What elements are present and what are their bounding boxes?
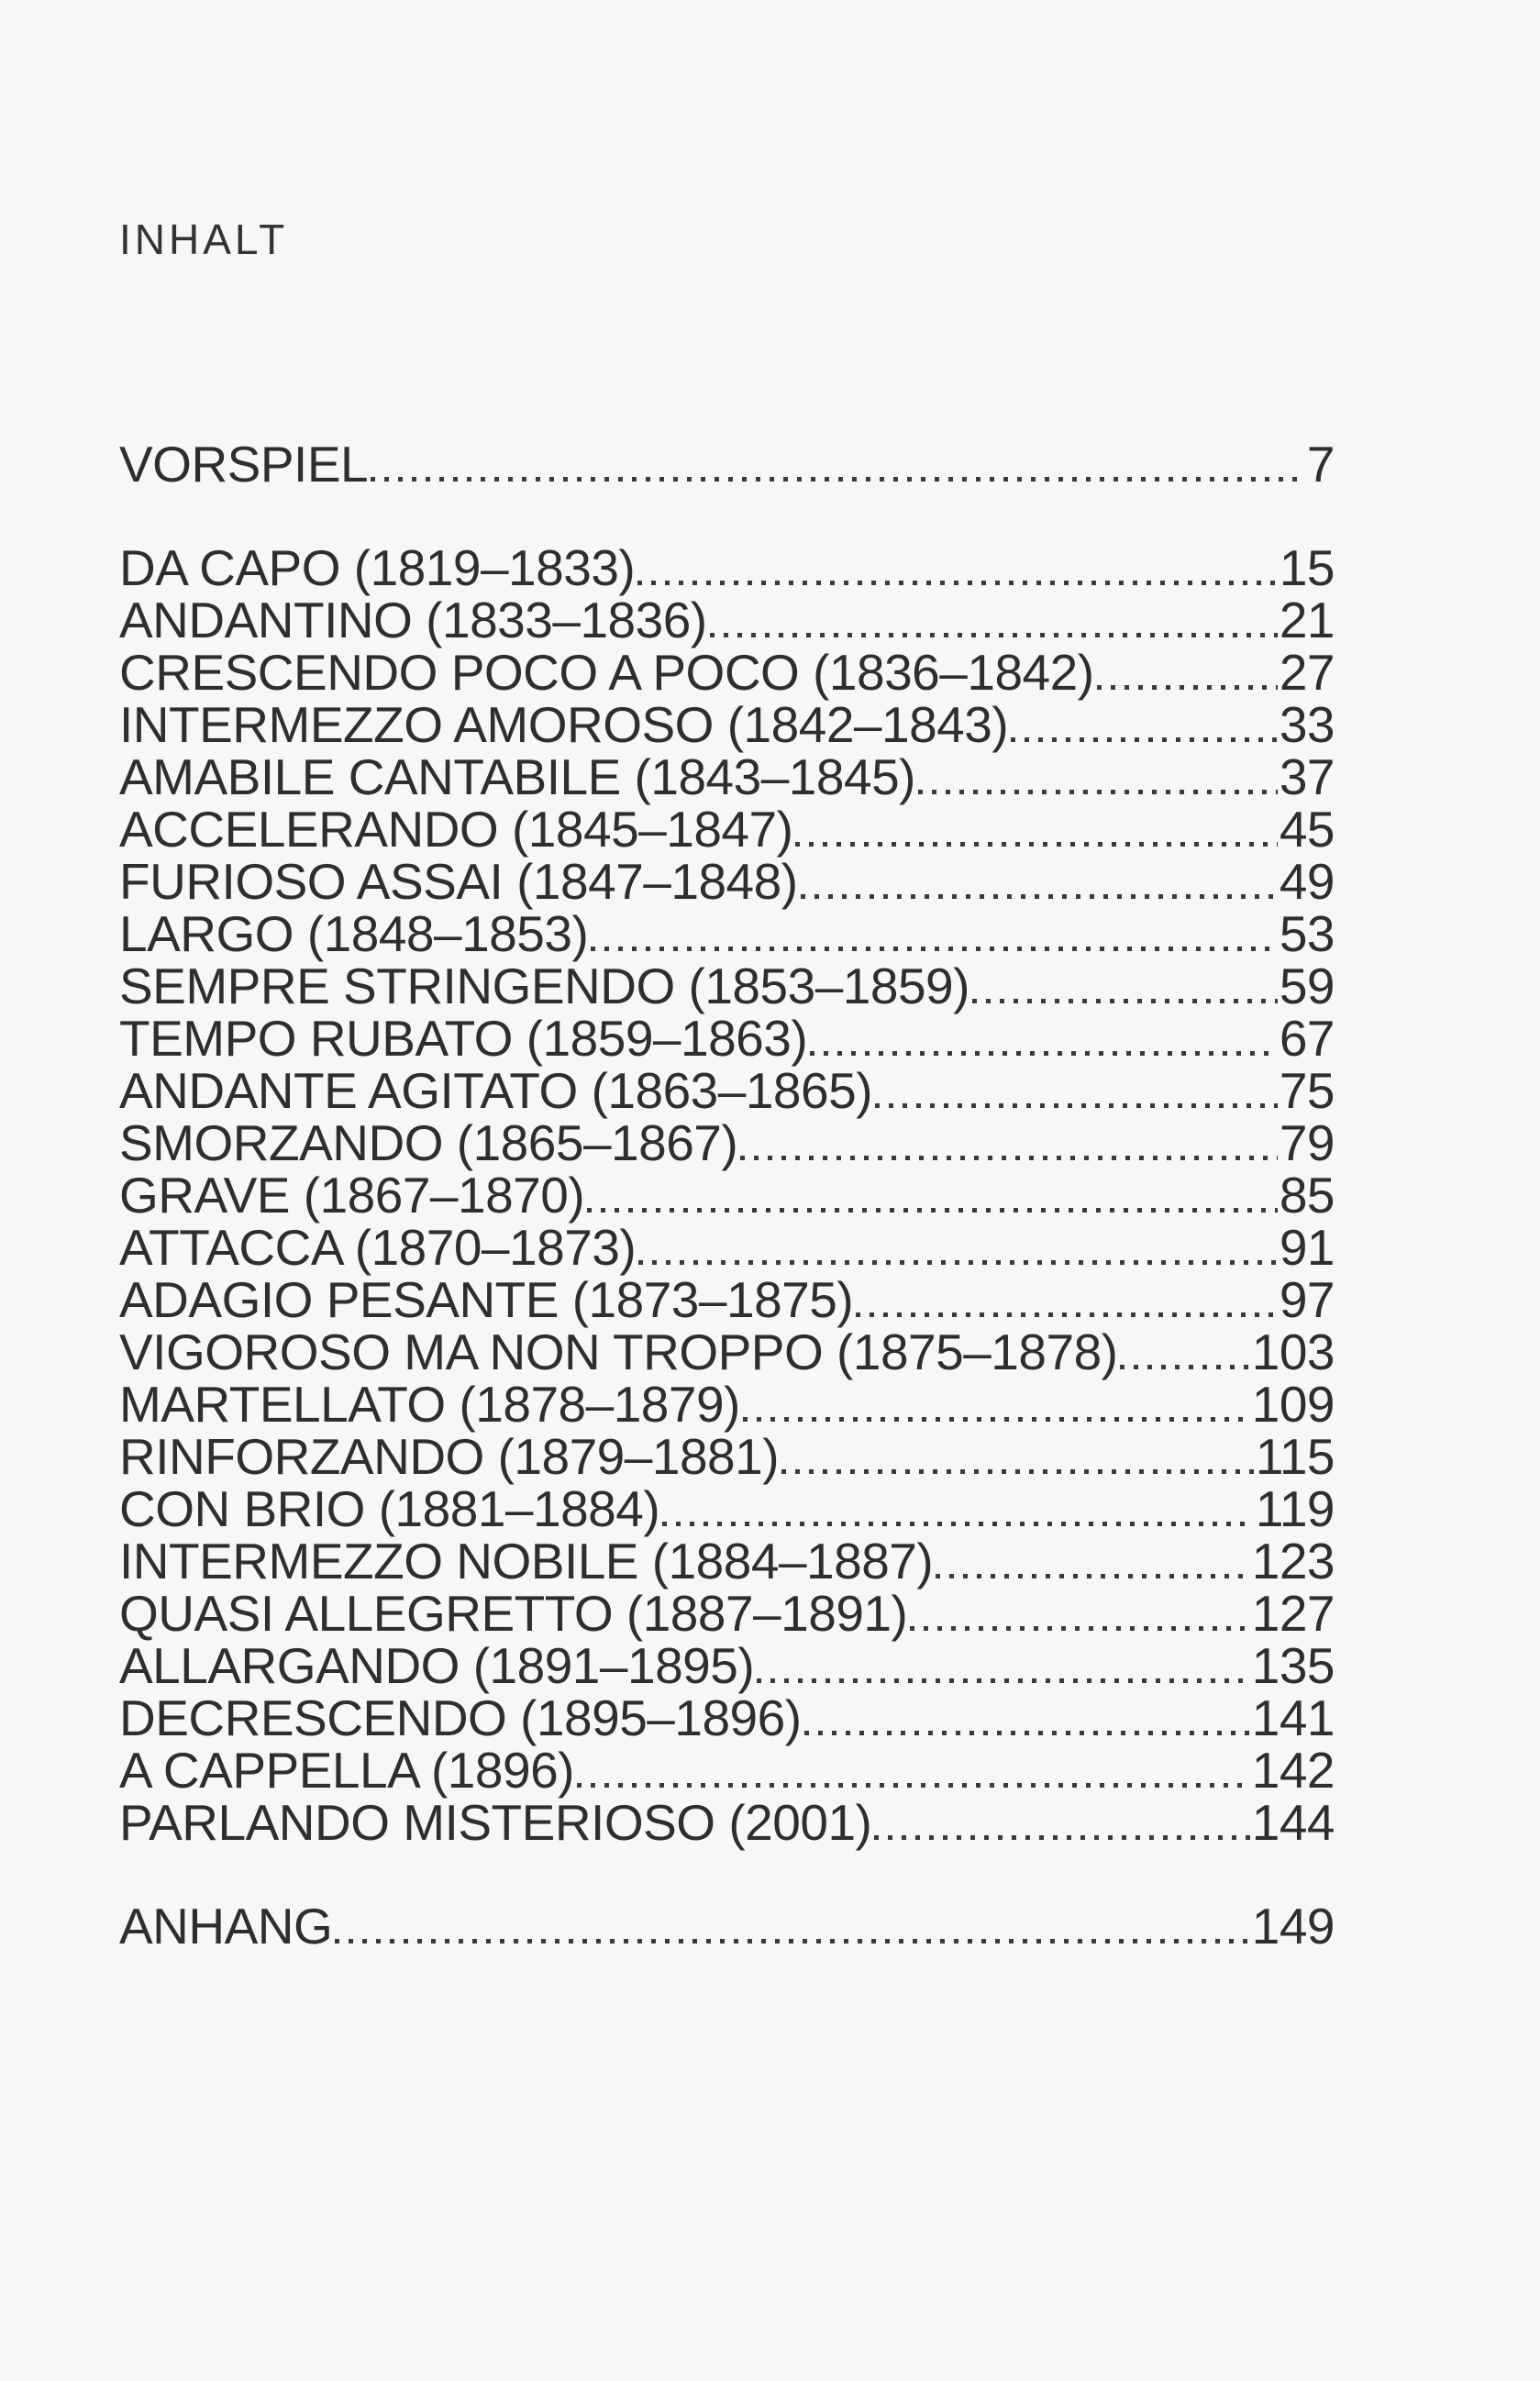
toc-leader-dots [910, 1626, 1249, 1631]
toc-leader-dots [875, 1103, 1278, 1108]
toc-entry-page: 79 [1279, 1114, 1335, 1171]
toc-entry-label: A CAPPELLA (1896) [119, 1742, 574, 1799]
toc-entry-label: FURIOSO ASSAI (1847–1848) [119, 853, 798, 910]
toc-entry [119, 803, 1335, 856]
toc-entry-page: 103 [1251, 1323, 1335, 1380]
toc-entry [119, 1219, 1335, 1276]
toc-leader-dots [587, 1208, 1278, 1213]
toc-entry-page: 135 [1251, 1637, 1335, 1694]
toc-entry-label: AMABILE CANTABILE (1843–1845) [119, 748, 915, 805]
toc-entry-page: 109 [1251, 1376, 1335, 1433]
toc-entry-page: 142 [1251, 1742, 1335, 1799]
toc-entry-page: 27 [1279, 644, 1335, 701]
toc-entry [119, 1062, 1335, 1119]
toc-leader-dots [757, 1678, 1250, 1683]
toc-entry [119, 905, 1335, 962]
toc-leader-dots [1097, 685, 1278, 690]
toc-entry-page: 33 [1279, 696, 1335, 753]
toc-entry-label: ACCELERANDO (1845–1847) [119, 801, 793, 858]
toc-entry-label: SEMPRE STRINGENDO (1853–1859) [119, 958, 969, 1014]
toc-section-chapters [119, 539, 1335, 1851]
toc-entry-label: LARGO (1848–1853) [119, 905, 589, 962]
toc-entry-page: 21 [1279, 592, 1335, 648]
toc-entry-label: INTERMEZZO NOBILE (1884–1887) [119, 1533, 934, 1589]
toc-entry-page: 97 [1279, 1271, 1335, 1328]
toc-entry-label: ANDANTE AGITATO (1863–1865) [119, 1062, 873, 1119]
toc-leader-dots [591, 947, 1278, 951]
toc-entry [119, 1428, 1335, 1485]
toc-entry-label: INTERMEZZO AMOROSO (1842–1843) [119, 696, 1009, 753]
toc-entry-label: VIGOROSO MA NON TROPPO (1875–1878) [119, 1323, 1118, 1380]
toc-leader-dots [801, 894, 1278, 899]
toc-leader-dots [972, 999, 1278, 1003]
toc-leader-dots [874, 1835, 1249, 1840]
toc-section-vorspiel [119, 438, 1335, 491]
toc-list [119, 438, 1335, 1953]
toc-leader-dots [743, 1417, 1250, 1422]
toc-leader-dots [856, 1312, 1278, 1317]
toc-leader-dots [1120, 1365, 1249, 1369]
toc-entry-label: QUASI ALLEGRETTO (1887–1891) [119, 1585, 908, 1642]
toc-entry [119, 696, 1335, 753]
toc-entry-page: 85 [1279, 1167, 1335, 1224]
toc-leader-dots [795, 842, 1277, 847]
toc-entry [119, 1010, 1335, 1067]
toc-entry [119, 1900, 1335, 1953]
toc-entry-label: MARTELLATO (1878–1879) [119, 1376, 740, 1433]
toc-entry [119, 1323, 1335, 1380]
page-title: INHALT [119, 216, 289, 263]
toc-entry-page: 45 [1279, 801, 1335, 858]
toc-entry-label: ALLARGANDO (1891–1895) [119, 1637, 755, 1694]
toc-entry [119, 539, 1335, 596]
toc-entry-label: CRESCENDO POCO A POCO (1836–1842) [119, 644, 1094, 701]
toc-entry [119, 594, 1335, 647]
toc-entry-page: 67 [1279, 1010, 1335, 1067]
toc-leader-dots [781, 1469, 1254, 1474]
toc-entry-label: ATTACCA (1870–1873) [119, 1219, 637, 1276]
toc-leader-dots [804, 1731, 1250, 1735]
toc-leader-dots [810, 1051, 1278, 1056]
toc-leader-dots [371, 477, 1305, 482]
toc-entry-label: RINFORZANDO (1879–1881) [119, 1428, 780, 1485]
toc-leader-dots [335, 1939, 1249, 1944]
toc-entry-label: DA CAPO (1819–1833) [119, 539, 636, 596]
toc-entry [119, 1480, 1335, 1537]
toc-section-anhang [119, 1900, 1335, 1953]
toc-entry [119, 1535, 1335, 1588]
toc-entry-page: 144 [1251, 1794, 1335, 1851]
toc-entry [119, 853, 1335, 910]
toc-entry [119, 1585, 1335, 1642]
toc-leader-dots [638, 1260, 1278, 1265]
toc-entry-label: ANHANG [119, 1898, 333, 1955]
toc-leader-dots [710, 633, 1278, 637]
toc-entry [119, 438, 1335, 491]
toc-leader-dots [936, 1574, 1250, 1578]
toc-leader-dots [740, 1156, 1278, 1160]
toc-entry [119, 1794, 1335, 1851]
toc-entry-label: SMORZANDO (1865–1867) [119, 1114, 738, 1171]
toc-entry-page: 59 [1279, 958, 1335, 1014]
toc-entry-page: 91 [1279, 1219, 1335, 1276]
toc-entry [119, 1114, 1335, 1171]
toc-entry-page: 37 [1279, 748, 1335, 805]
toc-entry-label: GRAVE (1867–1870) [119, 1167, 585, 1224]
toc-entry [119, 1744, 1335, 1797]
toc-entry-page: 49 [1279, 853, 1335, 910]
toc-leader-dots [637, 581, 1278, 585]
toc-leader-dots [918, 790, 1278, 794]
toc-entry-page: 7 [1306, 436, 1335, 493]
toc-entry-label: PARLANDO MISTERIOSO (2001) [119, 1794, 872, 1851]
toc-entry-label: ADAGIO PESANTE (1873–1875) [119, 1271, 854, 1328]
toc-entry [119, 1637, 1335, 1694]
toc-entry-label: VORSPIEL [119, 436, 369, 493]
toc-leader-dots [1011, 737, 1278, 742]
toc-entry-label: TEMPO RUBATO (1859–1863) [119, 1010, 808, 1067]
toc-entry-page: 53 [1279, 905, 1335, 962]
toc-entry-page: 15 [1279, 539, 1335, 596]
toc-entry-label: CON BRIO (1881–1884) [119, 1480, 660, 1537]
toc-entry-page: 115 [1255, 1428, 1335, 1485]
toc-entry [119, 1271, 1335, 1328]
toc-leader-dots [662, 1522, 1254, 1526]
toc-entry-page: 127 [1251, 1585, 1335, 1642]
toc-entry-page: 141 [1251, 1689, 1335, 1746]
toc-leader-dots [577, 1783, 1250, 1788]
toc-entry-page: 123 [1251, 1533, 1335, 1589]
toc-entry-label: ANDANTINO (1833–1836) [119, 592, 707, 648]
toc-entry-label: DECRESCENDO (1895–1896) [119, 1689, 802, 1746]
toc-entry-page: 149 [1251, 1898, 1335, 1955]
toc-entry-page: 75 [1279, 1062, 1335, 1119]
toc-entry [119, 1689, 1335, 1746]
toc-entry [119, 644, 1335, 701]
toc-entry [119, 1169, 1335, 1222]
toc-entry [119, 1376, 1335, 1433]
toc-entry [119, 960, 1335, 1013]
toc-entry [119, 748, 1335, 805]
toc-entry-page: 119 [1255, 1480, 1335, 1537]
